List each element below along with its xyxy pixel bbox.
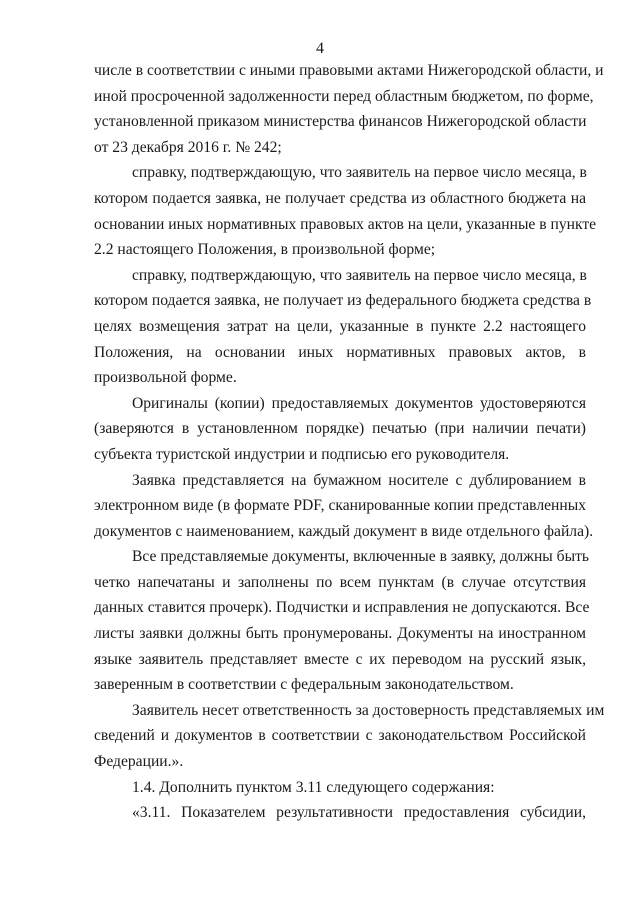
text-line: справку, подтверждающую, что заявитель на первое число месяца, в (132, 164, 587, 182)
text-line: котором подается заявка, не получает из федерального бюджета средства в (94, 292, 592, 310)
text-line: котором подается заявка, не получает средства из областного бюджета на (94, 189, 586, 207)
text-line: 2.2 настоящего Положения, в произвольной форме; (94, 241, 436, 259)
text-line: Оригиналы (копии) предоставляемых документов удостоверяются (132, 394, 586, 412)
text-line: Все представляемые документы, включенные в заявку, должны быть (132, 548, 589, 566)
text-line: основании иных нормативных правовых актов на цели, указанные в пункте (94, 215, 597, 233)
text-line: данных ставится прочерк). Подчистки и исправления не допускаются. Все (94, 599, 590, 617)
text-line: Федерации.». (94, 753, 184, 771)
text-line: листы заявки должны быть пронумерованы. Документы на иностранном (94, 625, 586, 643)
text-line: Заявка представляется на бумажном носителе с дублированием в (132, 471, 586, 489)
text-line: справку, подтверждающую, что заявитель на первое число месяца, в (132, 266, 587, 284)
text-line: от 23 декабря 2016 г. № 242; (94, 138, 282, 156)
text-line: Заявитель несет ответственность за достоверность представляемых им (132, 701, 605, 719)
text-line: сведений и документов в соответствии с законодательством Российской (94, 727, 586, 745)
text-line: установленной приказом министерства финансов Нижегородской области (94, 113, 587, 131)
text-line: иной просроченной задолженности перед областным бюджетом, по форме, (94, 87, 594, 105)
text-line: произвольной форме. (94, 369, 237, 387)
text-line: электронном виде (в формате PDF, сканированные копии представленных (94, 497, 586, 515)
text-line: «3.11. Показателем результативности предоставления субсидии, (132, 804, 586, 822)
text-line: 1.4. Дополнить пунктом 3.11 следующего содержания: (132, 778, 495, 796)
text-line: четко напечатаны и заполнены по всем пунктам (в случае отсутствия (94, 573, 586, 591)
text-line: субъекта туристской индустрии и подписью его руководителя. (94, 445, 510, 463)
text-line: документов с наименованием, каждый документ в виде отдельного файла). (94, 522, 594, 540)
text-line: (заверяются в установленном порядке) печатью (при наличии печати) (94, 420, 586, 438)
text-line: целях возмещения затрат на цели, указанные в пункте 2.2 настоящего (94, 317, 586, 335)
text-line: числе в соответствии с иными правовыми актами Нижегородской области, и (94, 62, 604, 79)
document-body (94, 58, 605, 826)
text-line: языке заявитель представляет вместе с их переводом на русский язык, (94, 650, 586, 668)
text-line: заверенным в соответствии с федеральным законодательством. (94, 676, 514, 694)
page-number: 4 (316, 40, 324, 57)
text-line: Положения, на основании иных нормативных правовых актов, в (94, 343, 586, 361)
